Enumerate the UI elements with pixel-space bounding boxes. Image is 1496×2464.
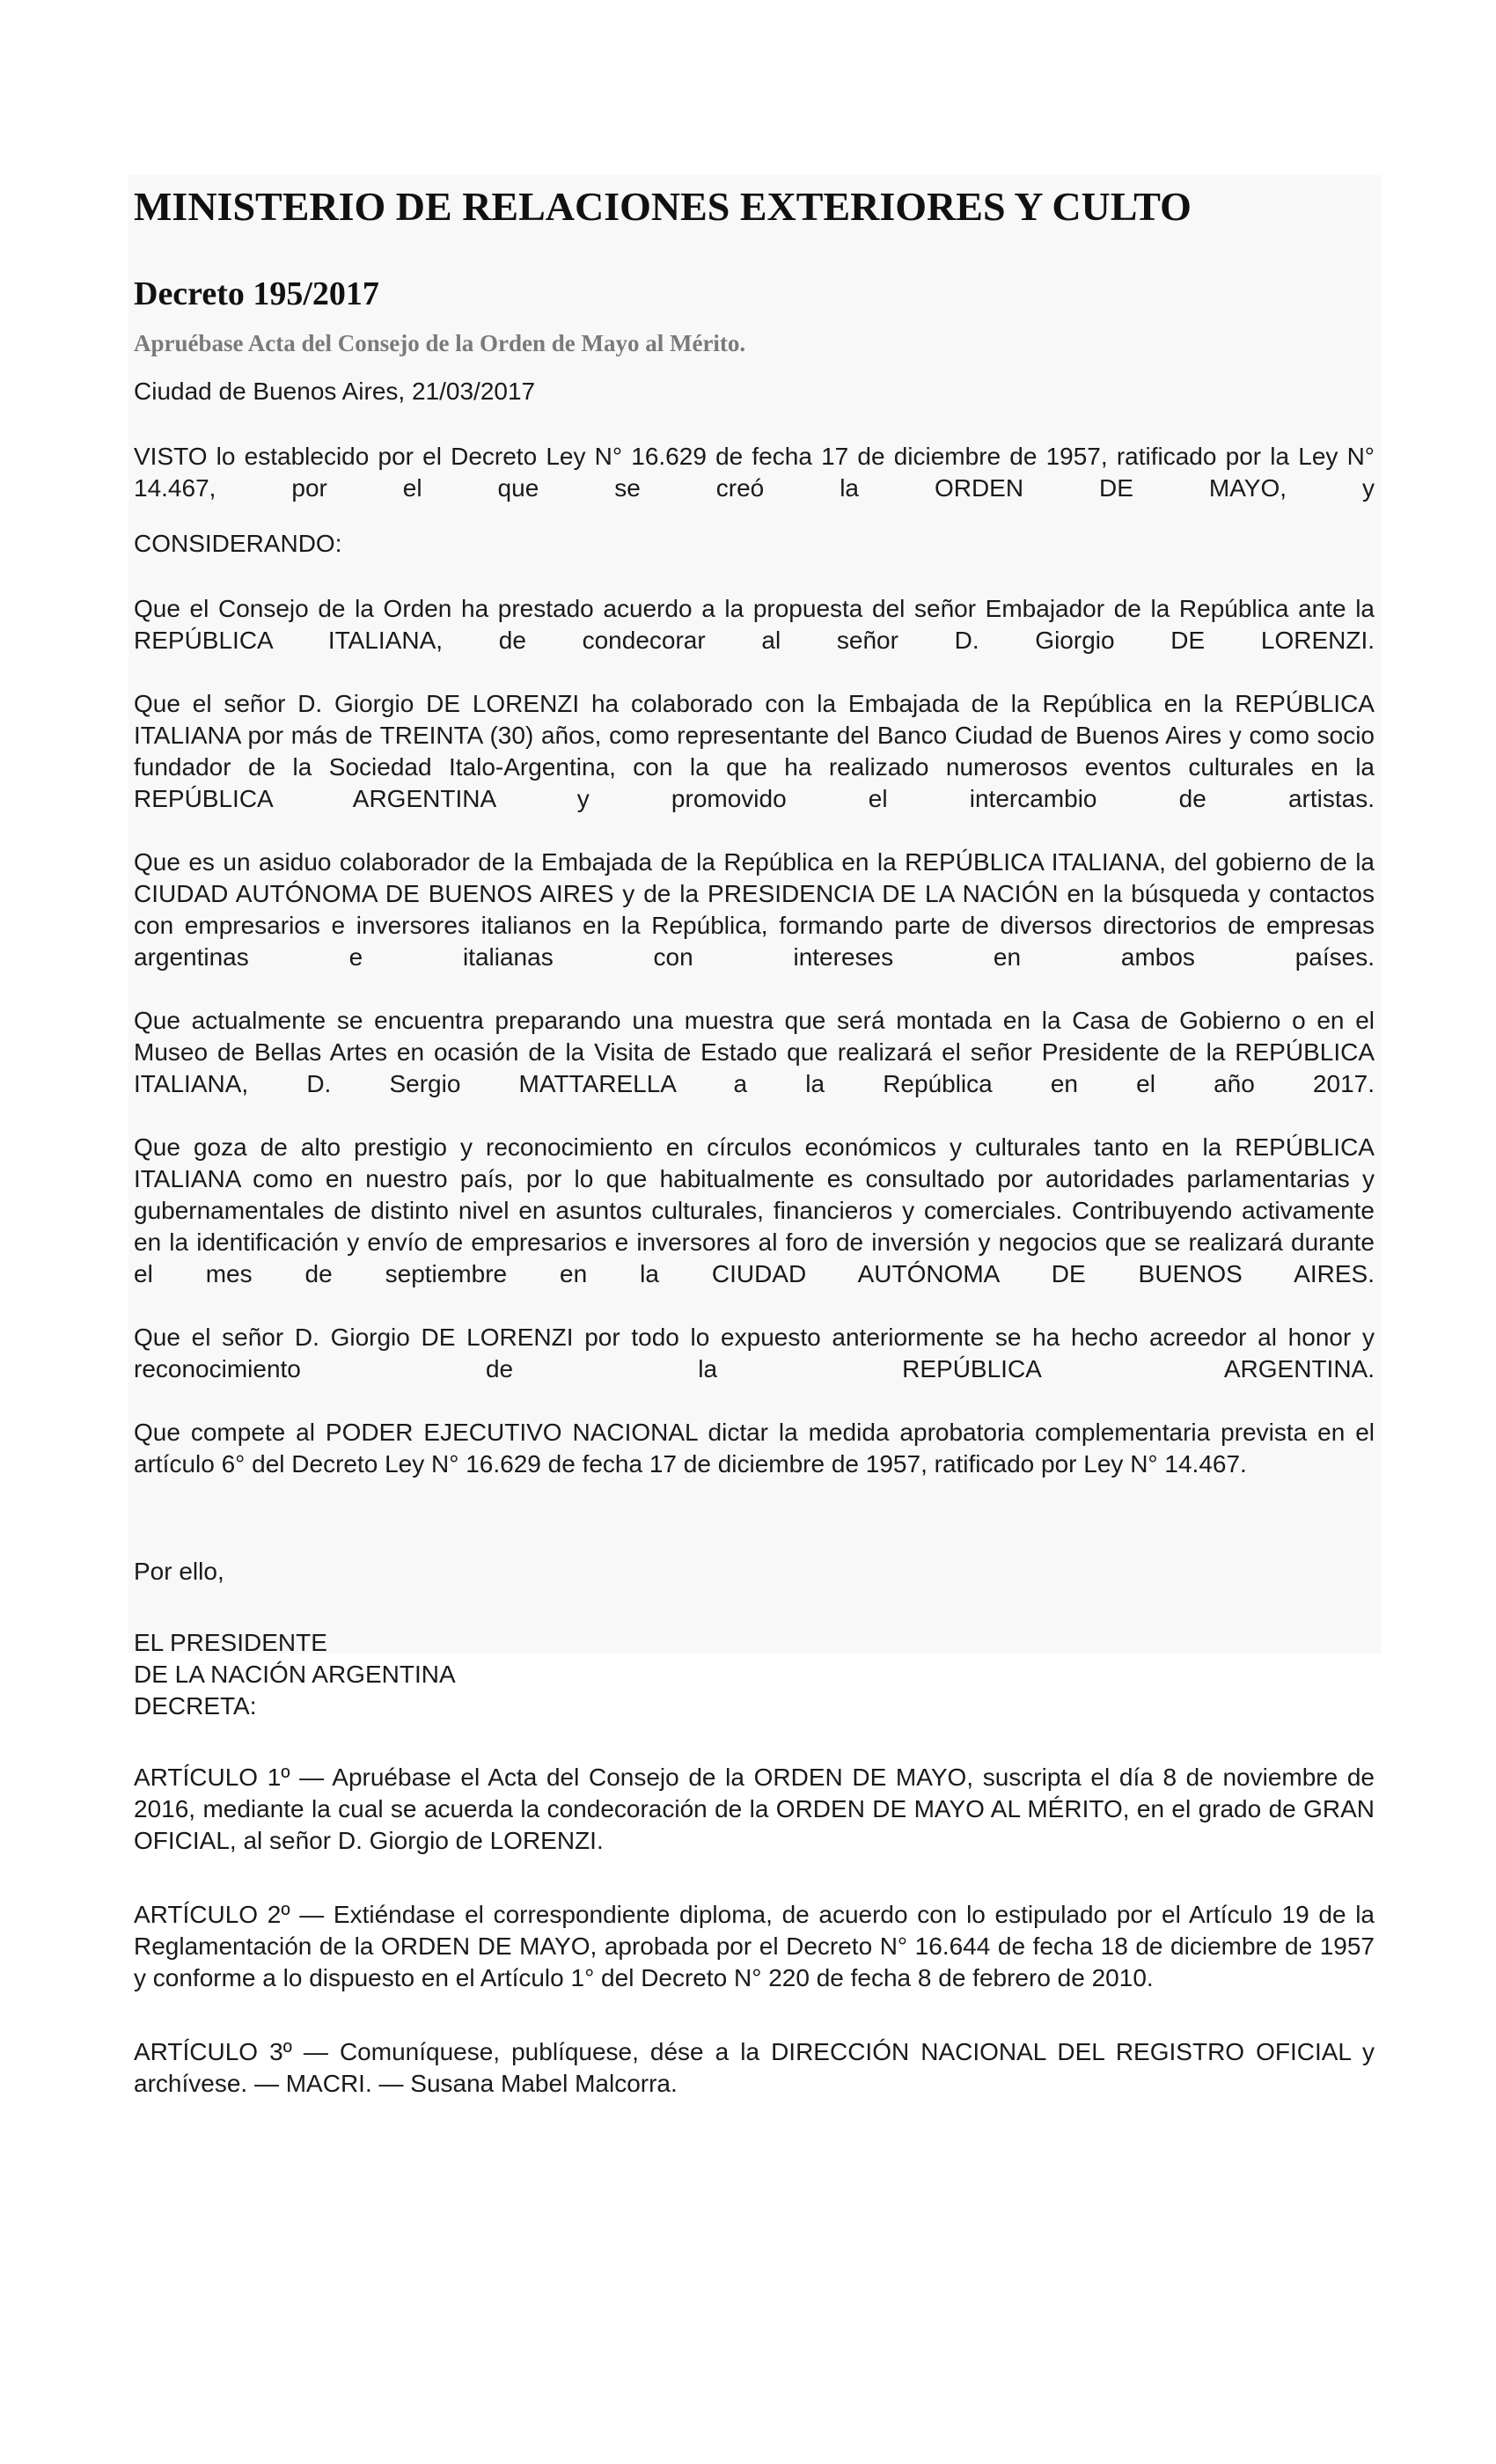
- articulo-2: ARTÍCULO 2º — Extiéndase el correspondiente diploma, de acuerdo con lo estipulado por el Artículo 19 de la Reglamentación de la ORDEN DE MAYO, aprobada por el Decreto N° 16.644 de fecha 18 de diciembre de 1957 y conforme a lo dispuesto en el Artículo 1° del Decreto N° 220 de fecha 8 de febrero de 2010.: [134, 1901, 1375, 1991]
- considerando-paragraph: Que el señor D. Giorgio DE LORENZI ha colaborado con la Embajada de la República en la REPÚBLICA ITALIANA por más de TREINTA (30) años, como representante del Banco Ciudad de Buenos Aires y como socio fundador de la Sociedad Italo-Argentina, con la que ha realizado numerosos eventos culturales en la REPÚBLICA ARGENTINA y promovido el intercambio de artistas.: [134, 690, 1375, 812]
- considerando-paragraph: Que actualmente se encuentra preparando una muestra que será montada en la Casa de Gobierno o en el Museo de Bellas Artes en ocasión de la Visita de Estado que realizará el señor Presidente de la REPÚBLICA ITALIANA, D. Sergio MATTARELLA a la República en el año 2017.: [134, 1007, 1375, 1097]
- ministry-title: MINISTERIO DE RELACIONES EXTERIORES Y CULTO: [134, 184, 1192, 229]
- competencia-paragraph: Que compete al PODER EJECUTIVO NACIONAL dictar la medida aprobatoria complementaria prevista en el artículo 6° del Decreto Ley N° 16.629 de fecha 17 de diciembre de 1957, ratificado por Ley N° 14.467.: [134, 1419, 1375, 1478]
- decree-number: Decreto 195/2017: [134, 275, 379, 312]
- articulo-1: ARTÍCULO 1º — Apruébase el Acta del Consejo de la ORDEN DE MAYO, suscripta el día 8 de noviembre de 2016, mediante la cual se acuerda la condecoración de la ORDEN DE MAYO AL MÉRITO, en el grado de GRAN OFICIAL, al señor D. Giorgio de LORENZI.: [134, 1764, 1375, 1854]
- considerando-label: CONSIDERANDO:: [134, 530, 342, 557]
- visto-paragraph: VISTO lo establecido por el Decreto Ley N° 16.629 de fecha 17 de diciembre de 1957, ratificado por la Ley N° 14.467, por el que se creó la ORDEN DE MAYO, y: [134, 443, 1375, 502]
- nation-line: DE LA NACIÓN ARGENTINA: [134, 1661, 456, 1688]
- decree-document: [128, 175, 1382, 2097]
- considerando-paragraph: Que el señor D. Giorgio DE LORENZI por todo lo expuesto anteriormente se ha hecho acreedor al honor y reconocimiento de la REPÚBLICA ARGENTINA.: [134, 1324, 1375, 1382]
- decree-summary: Apruébase Acta del Consejo de la Orden de Mayo al Mérito.: [134, 330, 746, 356]
- por-ello: Por ello,: [134, 1558, 224, 1585]
- considerando-paragraph: Que goza de alto prestigio y reconocimiento en círculos económicos y culturales tanto en la REPÚBLICA ITALIANA como en nuestro país, por lo que habitualmente es consultado por autoridades parlamentarias y gubernamentales de distinto nivel en asuntos culturales, financieros y comerciales. Contribuyendo activamente en la identificación y envío de empresarios e inversores al foro de inversión y negocios que se realizará durante el mes de septiembre en la CIUDAD AUTÓNOMA DE BUENOS AIRES.: [134, 1133, 1375, 1287]
- place-and-date: Ciudad de Buenos Aires, 21/03/2017: [134, 378, 536, 405]
- articulo-3: ARTÍCULO 3º — Comuníquese, publíquese, dése a la DIRECCIÓN NACIONAL DEL REGISTRO OFICIAL y archívese. — MACRI. — Susana Mabel Malcorra.: [134, 2038, 1375, 2097]
- president-line: EL PRESIDENTE: [134, 1629, 327, 1656]
- decreta-line: DECRETA:: [134, 1692, 257, 1720]
- president-decreta-block: [134, 1627, 1375, 1722]
- considerando-paragraph: Que es un asiduo colaborador de la Embajada de la República en la REPÚBLICA ITALIANA, del gobierno de la CIUDAD AUTÓNOMA DE BUENOS AIRES y de la PRESIDENCIA DE LA NACIÓN en la búsqueda y contactos con empresarios e inversores italianos en la República, formando parte de diversos directorios de empresas argentinas e italianas con intereses en ambos países.: [134, 848, 1375, 971]
- considerando-paragraph: Que el Consejo de la Orden ha prestado acuerdo a la propuesta del señor Embajador de la República ante la REPÚBLICA ITALIANA, de condecorar al señor D. Giorgio DE LORENZI.: [134, 595, 1375, 654]
